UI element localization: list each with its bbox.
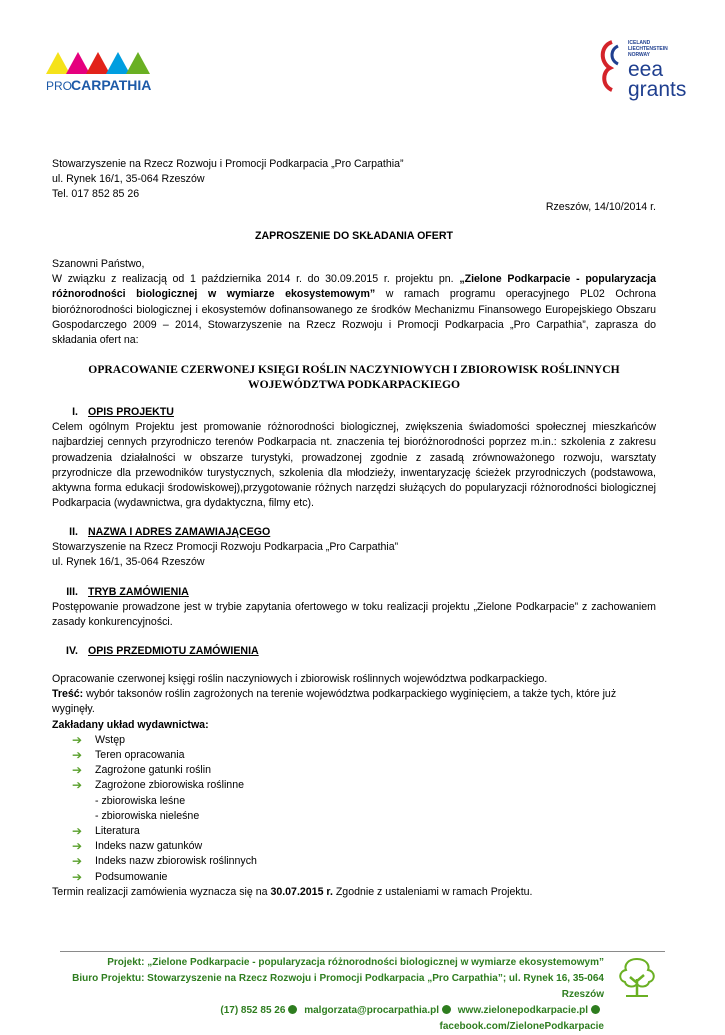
list-item: ➔ Podsumowanie xyxy=(72,869,168,884)
logo-text-carpathia: CARPATHIA xyxy=(71,77,152,93)
subject-title-line: OPRACOWANIE CZERWONEJ KSIĘGI ROŚLIN NACZYNIOWYCH I ZBIOROWISK ROŚLINNYCH xyxy=(88,363,620,376)
list-item: ➔ Literatura xyxy=(72,824,140,839)
section-heading: III. TRYB ZAMÓWIENIA xyxy=(66,586,189,598)
section-line: Stowarzyszenie na Rzecz Promocji Rozwoju Podkarpacia „Pro Carpathia” xyxy=(52,541,399,554)
sender-line: Tel. 017 852 85 26 xyxy=(52,188,140,201)
deadline-line: Termin realizacji zamówienia wyznacza się na 30.07.2015 r. Zgodnie z ustaleniami w ramach Projektu. xyxy=(52,885,533,898)
sender-line: Stowarzyszenie na Rzecz Rozwoju i Promocji Podkarpacia „Pro Carpathia” xyxy=(52,158,404,170)
sender-block xyxy=(52,157,656,203)
footer-email[interactable]: malgorzata@procarpathia.pl xyxy=(304,1005,439,1016)
footer xyxy=(60,955,604,1035)
list-item: ➔ Wstęp xyxy=(72,732,126,747)
tree-icon xyxy=(614,955,660,999)
arrow-right-icon: ➔ xyxy=(72,839,83,854)
document-title: ZAPROSZENIE DO SKŁADANIA OFERT xyxy=(255,230,453,242)
eea-country-3: NORWAY xyxy=(628,52,650,58)
arrow-right-icon: ➔ xyxy=(72,824,83,839)
section-heading: II. NAZWA I ADRES ZAMAWIAJĄCEGO xyxy=(69,526,271,538)
arrow-right-icon: ➔ xyxy=(72,763,83,778)
subject-title xyxy=(52,362,656,392)
subject-title-line: WOJEWÓDZTWA PODKARPACKIEGO xyxy=(247,378,461,391)
section-body: Postępowanie prowadzone jest w trybie zapytania ofertowego w toku realizacji projektu „Zielone Podkarpacie” z zachowaniem zasady konkurencyjności. xyxy=(52,601,656,629)
greeting: Szanowni Państwo, xyxy=(52,258,145,270)
footer-office-line: Biuro Projektu: Stowarzyszenie na Rzecz Rozwoju i Promocji Podkarpacia „Pro Carpathia”; ul. Rynek 16, 35-064 Rzeszów xyxy=(72,973,604,1000)
sub-list-item: - zbiorowiska leśne xyxy=(95,794,186,807)
section-body: Celem ogólnym Projektu jest promowanie różnorodności biologicznej, zwiększenia świadomości społecznej mieszkańców najbardziej cennych przyrodniczo terenów Podkarpacia nt. znaczenia tej bioróżnorodności poprzez m.in.: szkolenia z zakresu prowadzenia działalności w obszarze turystyki, prowadzonej zgodnie z zasadą zrównoważonego rozwoju, warsztaty przyrodnicze dla przewodników turystycznych, szkolenia dla młodzieży, inwentaryzację ścieżek przyrodniczych (podstawowa, aktywna forma edukacji środowiskowej),przygotowanie różnych narzędzi służących do popularyzacji różnorodności biologicznej Podkarpacia (wydawnictwa, gra dydaktyczna, filmy etc). xyxy=(52,421,656,510)
eea-country-1: ICELAND xyxy=(628,40,651,46)
intro-paragraph: W związku z realizacją od 1 października 2014 r. do 30.09.2015 r. projektu pn. „Zielone Podkarpacie - popularyzacja różnorodności biologicznej w wymiarze ekosystemowym” w ramach programu operacyjnego PL02 Ochrona bioróżnorodności biologicznej i ekosystemów dofinansowanego ze środków Mechanizmu Finansowego Europejskiego Obszaru Gospodarczego 2009 – 2014, Stowarzyszenie na Rzecz Rozwoju i Promocji Podkarpacia „Pro Carpathia”, zaprasza do składania ofert na: xyxy=(52,273,656,347)
content-paragraph: Treść: wybór taksonów roślin zagrożonych na terenie województwa podkarpackiego wyginięciem, a także tych, które już wyginęły. xyxy=(52,688,617,716)
section-subject xyxy=(52,672,656,900)
footer-divider xyxy=(60,951,665,952)
bullet-icon xyxy=(442,1005,451,1014)
arrow-right-icon: ➔ xyxy=(72,732,83,747)
footer-project-line: Projekt: „Zielone Podkarpacie - popularyzacja różnorodności biologicznej w wymiarze ekosystemowym” xyxy=(107,957,604,968)
section-project-description xyxy=(52,405,656,511)
bullet-icon xyxy=(288,1005,297,1014)
list-item: ➔ Teren opracowania xyxy=(72,748,185,763)
eea-word: eea xyxy=(628,58,664,81)
arrow-right-icon: ➔ xyxy=(72,748,83,763)
arrow-right-icon: ➔ xyxy=(72,854,83,869)
eea-grants-logo xyxy=(598,32,698,102)
section-heading: IV. OPIS PRZEDMIOTU ZAMÓWIENIA xyxy=(66,645,259,657)
section-contracting-party xyxy=(52,525,656,571)
bullet-icon xyxy=(591,1005,600,1014)
sender-line: ul. Rynek 16/1, 35-064 Rzeszów xyxy=(52,173,205,186)
footer-phone: (17) 852 85 26 xyxy=(220,1005,286,1016)
intro-block xyxy=(52,257,656,348)
list-item: ➔ Zagrożone zbiorowiska roślinne xyxy=(72,778,244,793)
sub-list-item: - zbiorowiska nieleśne xyxy=(95,809,200,822)
section-body: Opracowanie czerwonej księgi roślin naczyniowych i zbiorowisk roślinnych województwa podkarpackiego. xyxy=(52,673,548,685)
pro-carpathia-logo xyxy=(44,44,162,96)
footer-facebook[interactable]: facebook.com/ZielonePodkarpacie xyxy=(439,1021,604,1032)
arrow-right-icon: ➔ xyxy=(72,778,83,793)
section-procedure xyxy=(52,585,656,631)
section-subject-heading-block xyxy=(52,644,656,659)
arrow-right-icon: ➔ xyxy=(72,869,83,884)
logo-text-pro: PRO xyxy=(46,79,73,93)
footer-contact-line xyxy=(60,1003,604,1035)
list-item: ➔ Indeks nazw gatunków xyxy=(72,839,203,854)
section-line: ul. Rynek 16/1, 35-064 Rzeszów xyxy=(52,556,205,569)
layout-list xyxy=(52,733,656,794)
list-item: ➔ Indeks nazw zbiorowisk roślinnych xyxy=(72,854,257,869)
document-date: Rzeszów, 14/10/2014 r. xyxy=(545,201,656,213)
section-heading: I. OPIS PROJEKTU xyxy=(72,406,174,418)
grants-word: grants xyxy=(628,78,687,101)
layout-list xyxy=(52,824,656,885)
layout-label: Zakładany układ wydawnictwa: xyxy=(52,718,209,731)
footer-website[interactable]: www.zielonepodkarpacie.pl xyxy=(457,1005,588,1016)
eea-country-2: LIECHTENSTEIN xyxy=(628,46,668,52)
list-item: ➔ Zagrożone gatunki roślin xyxy=(72,763,212,778)
